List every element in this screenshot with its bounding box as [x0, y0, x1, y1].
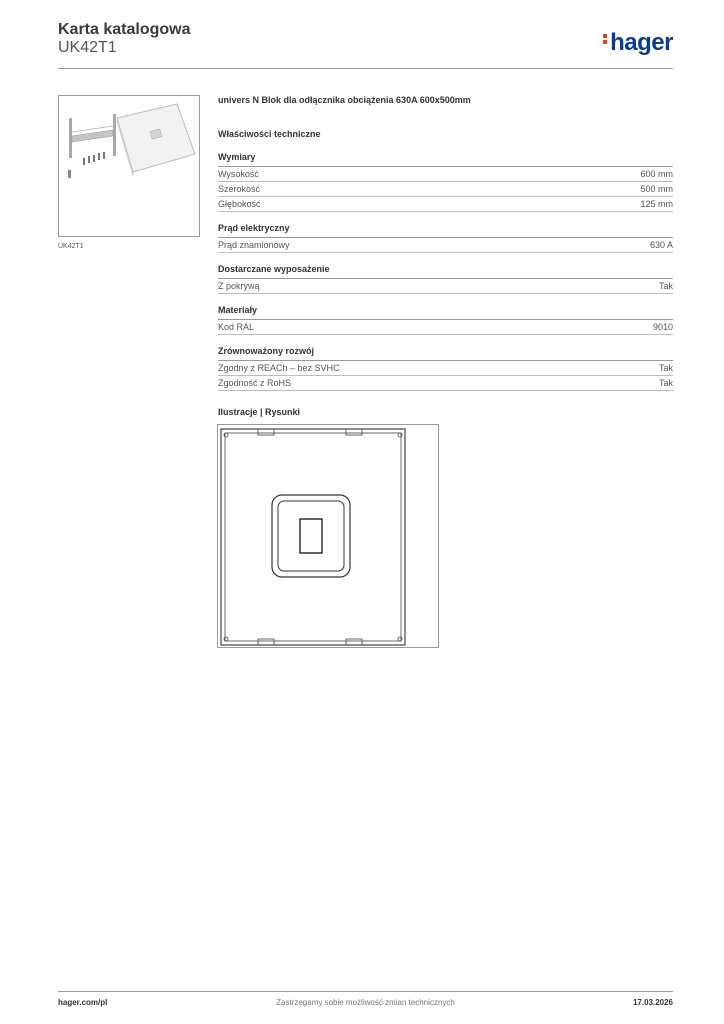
spec-label: Szerokość — [218, 184, 261, 194]
spec-value: 630 A — [649, 240, 673, 250]
spec-value: 500 mm — [640, 184, 673, 194]
section-title: Zrównoważony rozwój — [218, 345, 673, 361]
properties-title: Właściwości techniczne — [218, 129, 321, 139]
hager-logo — [603, 29, 673, 57]
technical-drawing — [217, 424, 439, 648]
spec-label: Z pokrywą — [218, 281, 260, 291]
document-title: Karta katalogowa — [58, 21, 191, 38]
product-name: univers N Blok dla odłącznika obciążenia 630A 600x500mm — [218, 95, 471, 105]
spec-value: Tak — [658, 281, 673, 291]
section-title: Wymiary — [218, 151, 673, 167]
front-view-drawing — [218, 425, 438, 647]
technical-content — [218, 95, 673, 419]
logo-text: hager — [610, 29, 673, 56]
spec-row — [218, 376, 673, 391]
page-header — [58, 21, 673, 69]
spec-value: Tak — [658, 363, 673, 373]
section-electrical — [218, 222, 673, 253]
section-title: Materiały — [218, 304, 673, 320]
spec-row — [218, 167, 673, 182]
spec-row — [218, 279, 673, 294]
product-photo-illustration — [59, 96, 199, 236]
section-dimensions — [218, 151, 673, 212]
spec-label: Zgodny z REACh – bez SVHC — [218, 363, 340, 373]
spec-value: Tak — [658, 378, 673, 388]
spec-row — [218, 320, 673, 335]
footer-divider — [58, 991, 673, 992]
spec-value: 600 mm — [640, 169, 673, 179]
product-image-caption: UK42T1 — [58, 243, 84, 250]
product-code: UK42T1 — [58, 39, 117, 56]
section-sustainability — [218, 345, 673, 391]
website-link[interactable]: hager.com/pl — [58, 998, 108, 1007]
spec-label: Kod RAL — [218, 322, 255, 332]
logo-dots-icon — [603, 32, 608, 46]
footer-disclaimer: Zastrzegamy sobie możliwość zmian technicznych — [276, 998, 455, 1007]
section-title: Prąd elektryczny — [218, 222, 673, 238]
spec-label: Głębokość — [218, 199, 261, 209]
section-title: Dostarczane wyposażenie — [218, 263, 673, 279]
header-divider — [58, 68, 673, 69]
footer-date: 17.03.2026 — [632, 998, 673, 1007]
spec-row — [218, 361, 673, 376]
spec-row — [218, 238, 673, 253]
illustrations-title: Ilustracje | Rysunki — [218, 407, 301, 417]
section-materials — [218, 304, 673, 335]
spec-value: 9010 — [652, 322, 673, 332]
spec-label: Wysokość — [218, 169, 259, 179]
spec-row — [218, 182, 673, 197]
product-photo — [58, 95, 200, 237]
spec-row — [218, 197, 673, 212]
spec-value: 125 mm — [640, 199, 673, 209]
spec-label: Prąd znamionowy — [218, 240, 290, 250]
spec-label: Zgodność z RoHS — [218, 378, 292, 388]
section-equipment — [218, 263, 673, 294]
